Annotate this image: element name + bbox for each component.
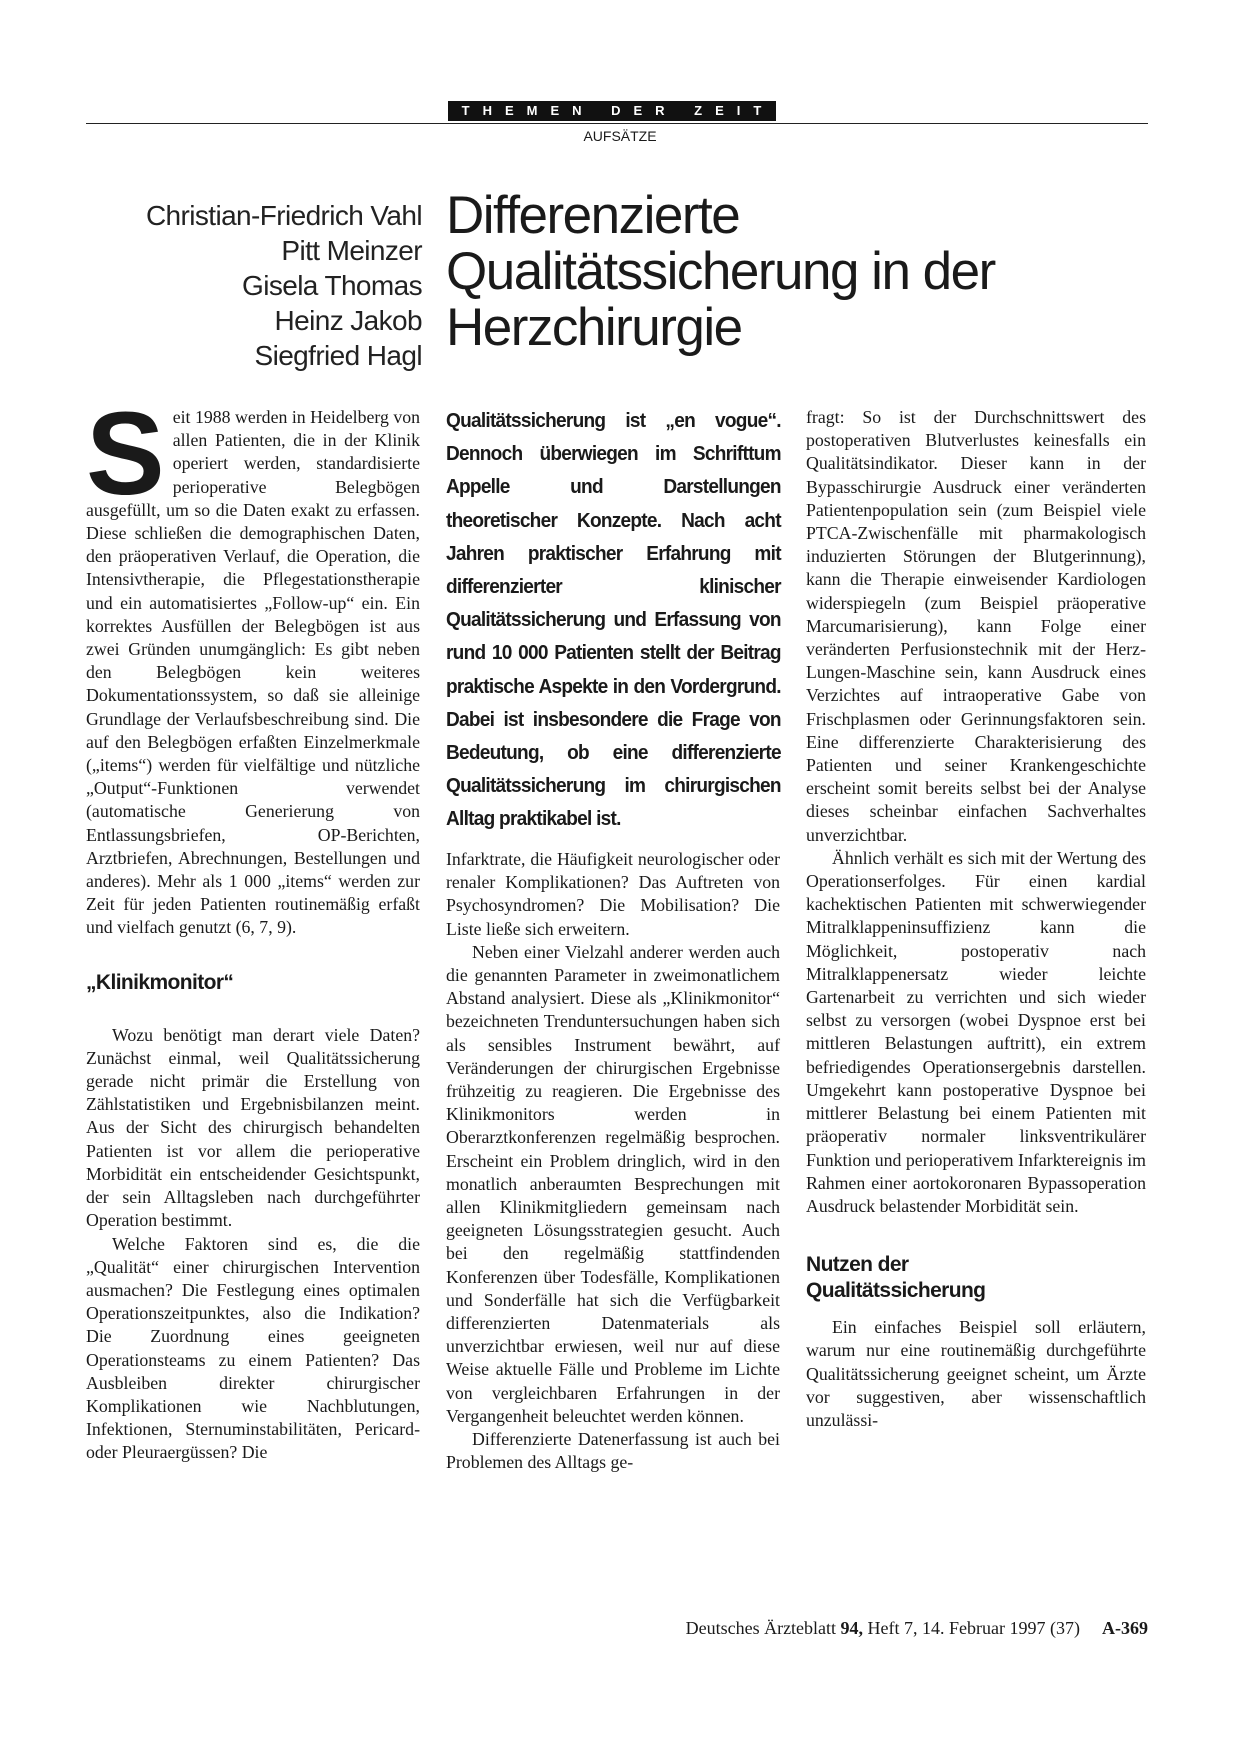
heading-line: Nutzen der [806, 1253, 909, 1277]
body-paragraph: Welche Faktoren sind es, die die „Qualität“ einer chirurgischen Intervention ausmachen? Die Festlegung eines optimalen Operationszeitpunktes, also die Indikation? Die Zuordnung eines geeigneten Operationsteams zu einem Patienten? Das Ausbleiben direkter chirurgischer Komplikationen wie Nachblutungen, Infektionen, Sternuminstabilitäten, Pericard- oder Pleuraergüssen? Die [86, 1233, 420, 1463]
body-paragraph [86, 388, 420, 940]
title-line: Herzchirurgie [446, 298, 742, 357]
article-title [446, 188, 1146, 356]
page-number: A-369 [1102, 1618, 1148, 1638]
author-name: Siegfried Hagl [254, 340, 422, 371]
body-paragraph: Neben einer Vielzahl anderer werden auch die genannten Parameter in zweimonatlichem Abstand analysiert. Diese als „Klinikmonitor“ bezeichneten Trenduntersuchungen haben sich als sensibles Instrument bewährt, auf Veränderungen der chirurgischen Ergebnisse frühzeitig zu reagieren. Die Ergebnisse des Klinikmonitors werden in Oberarztkonferenzen regelmäßig besprochen. Erscheint ein Problem dringlich, wird in den monatlich anberaumten Besprechungen mit allen Klinikmitgliedern gemeinsam nach geeigneten Lösungsstrategien gesucht. Auch bei den regelmäßig stattfindenden Konferenzen über Todesfälle, Komplikationen und Sonderfälle hat sich die Verfügbarkeit differenzierten Datenmaterials als unverzichtbar erwiesen, weil nur auf diese Weise aktuelle Fälle und Probleme im Lichte von vergleichbaren Erfahrungen in der Vergangenheit beleuchtet werden können. [446, 941, 780, 1426]
body-column-1 [86, 388, 420, 1465]
heading-line: Qualitätssicherung [806, 1279, 986, 1303]
journal-issue: Heft 7, 14. Februar 1997 (37) [867, 1618, 1080, 1638]
section-heading: „Klinikmonitor“ [86, 970, 234, 994]
journal-volume: 94, [840, 1618, 864, 1638]
author-list [86, 198, 422, 373]
author-name: Heinz Jakob [274, 305, 422, 336]
body-paragraph: Ein einfaches Beispiel soll erläutern, warum nur eine routinemäßig durchgeführte Qualitätssicherung geeignet scheint, um Ärzte vor suggestiven, aber wissenschaftlich unzulässi- [806, 1317, 1146, 1430]
author-name: Pitt Meinzer [281, 235, 422, 266]
journal-name: Deutsches Ärzteblatt [685, 1618, 837, 1638]
body-column-2 [446, 848, 780, 1474]
page-footer [0, 1618, 1148, 1639]
section-heading [806, 1252, 1146, 1304]
body-paragraph: Infarktrate, die Häufigkeit neurologischer oder renaler Komplikationen? Das Auftreten von Psychosyndromen? Die Mobilisation? Die Liste ließe sich erweitern. [446, 849, 780, 939]
body-paragraph: Ähnlich verhält es sich mit der Wertung des Operationserfolges. Für einen kardial kachektischen Patienten mit schwerwiegender Mitralklappeninsuffizienz kann die Möglichkeit, postoperativ nach Mitralklappenersatz wieder leichte Gartenarbeit zu verrichten und sich wieder selbst zu versorgen (wobei Dyspnoe erst bei mittleren Belastungen auftritt), ein extrem befriedigendes Operationsergebnis darstellen. Umgekehrt kann postoperative Dyspnoe bei mittlerer Belastung bei einem Patienten mit präoperativ normaler linksventrikulärer Funktion und perioperativem Infarktereignis im Rahmen einer aortokoronaren Bypassoperation Ausdruck belastender Morbidität sein. [806, 847, 1146, 1216]
lead-paragraph: Qualitätssicherung ist „en vogue“. Dennoch überwiegen im Schrifttum Appelle und Darstellungen theoretischer Konzepte. Nach acht Jahren praktischer Erfahrung mit differenzierter klinischer Qualitätssicherung und Erfassung von rund 10 000 Patienten stellt der Beitrag praktische Aspekte in den Vordergrund. Dabei ist insbesondere die Frage von Bedeutung, ob eine differenzierte Qualitätssicherung im chirurgischen Alltag praktikabel ist. [446, 409, 781, 831]
section-subtitle: AUFSÄTZE [583, 128, 657, 144]
body-paragraph: Wozu benötigt man derart viele Daten? Zunächst einmal, weil Qualitätssicherung gerade nicht primär die Erstellung von Zählstatistiken und Ergebnisbilanzen meint. Aus der Sicht des chirurgisch behandelten Patienten ist vor allem die perioperative Morbidität ein entscheidender Gesichtspunkt, der sein Alltagsleben nach durchgeführter Operation bestimmt. [86, 1024, 420, 1231]
title-line: Differenzierte [446, 186, 740, 245]
drop-cap: S [86, 388, 165, 520]
header-rule [86, 123, 1148, 124]
section-banner: THEMEN DER ZEIT [448, 101, 776, 121]
title-line: Qualitätssicherung in der [446, 242, 995, 301]
author-name: Gisela Thomas [242, 270, 422, 301]
body-paragraph: fragt: So ist der Durchschnittswert des postoperativen Blutverlustes keinesfalls ein Qualitätsindikator. Dieser kann in der Bypasschirurgie Ausdruck einer veränderten Patientenpopulation sein (zum Beispiel viele PTCA-Zwischenfälle mit pharmakologisch induzierten Störungen der Blutgerinnung), kann die Therapie einweisender Kardiologen widerspiegeln (zum Beispiel präoperative Marcumarisierung), kann Folge einer veränderten Perfusionstechnik mit der Herz-Lungen-Maschine sein, kann Ausdruck eines Verzichtes auf intraoperative Gabe von Frischplasmen oder Gerinnungsfaktoren sein. Eine differenzierte Charakterisierung des Patienten und seiner Krankengeschichte erscheint somit bereits selbst bei der Analyse dieses scheinbar einfachen Sachverhaltes unverzichtbar. [806, 407, 1146, 845]
paragraph-text: eit 1988 werden in Heidelberg von allen Patienten, die in der Klinik operiert werden, standardisierte perioperative Belegbögen ausgefüllt, um so die Daten exakt zu erfassen. Diese schließen die demographischen Daten, den präoperativen Verlauf, die Operation, die Intensivtherapie, die Pflegestationstherapie und ein automatisiertes „Follow-up“ ein. Ein korrektes Ausfüllen der Belegbögen ist aus zwei Gründen unumgänglich: Es gibt neben den Belegbögen kein weiteres Dokumentationssystem, so daß sie alleinige Grundlage der Verlaufsbeschreibung sind. Die auf den Belegbögen erfaßten Einzelmerkmale („items“) werden für vielfältige und nützliche „Output“-Funktionen verwendet (automatische Generierung von Entlassungsbriefen, OP-Berichten, Arztbriefen, Abrechnungen, Bestellungen und anderes). Mehr als 1 000 „items“ werden zur Zeit für jeden Patienten routinemäßig erfaßt und vielfach genutzt (6, 7, 9). [86, 407, 420, 938]
body-paragraph: Differenzierte Datenerfassung ist auch bei Problemen des Alltags ge- [446, 1429, 780, 1473]
body-column-3 [806, 406, 1146, 1432]
author-name: Christian-Friedrich Vahl [145, 200, 422, 231]
